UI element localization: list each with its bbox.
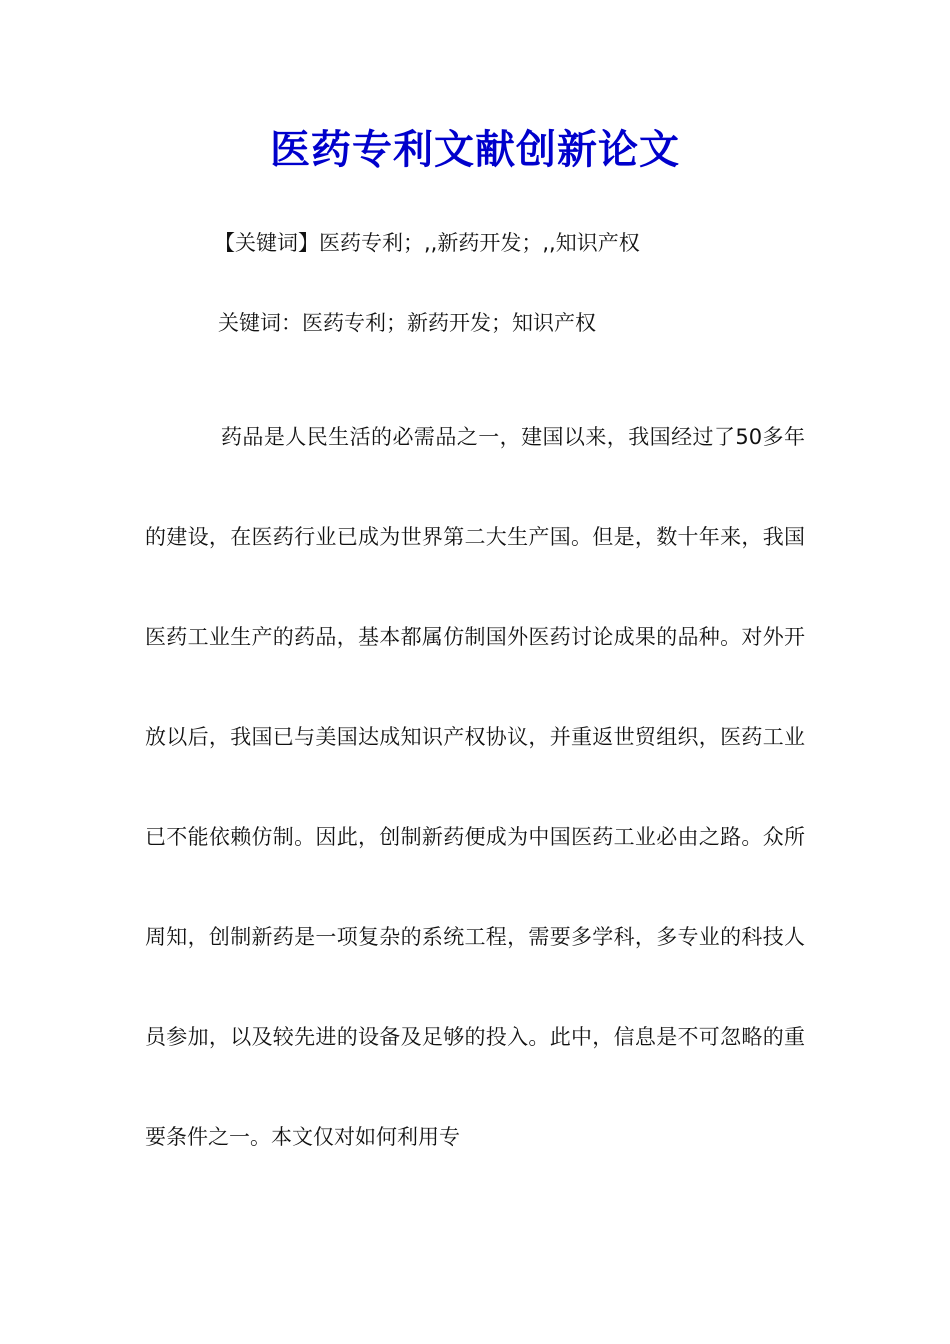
document-title: 医药专利文献创新论文 — [270, 126, 680, 173]
body-paragraph: 药品是人民生活的必需品之一，建国以来，我国经过了50多年的建设，在医药行业已成为世界第二大生产国。但是，数十年来，我国医药工业生产的药品，基本都属仿制国外医药讨论成果的品种。对外开放以后，我国已与美国达成知识产权协议，并重返世贸组织，医药工业已不能依赖仿制。因此，创制新药便成为中国医药工业必由之路。众所周知，创制新药是一项复杂的系统工程，需要多学科，多专业的科技人员参加，以及较先进的设备及足够的投入。此中，信息是不可忽略的重要条件之一。本文仅对如何利用专 — [145, 425, 805, 1149]
keywords-line: 关键词：医药专利；新药开发；知识产权 — [218, 311, 596, 335]
keywords-line-bracketed: 【关键词】医药专利；,,新药开发；,,知识产权 — [214, 231, 640, 255]
